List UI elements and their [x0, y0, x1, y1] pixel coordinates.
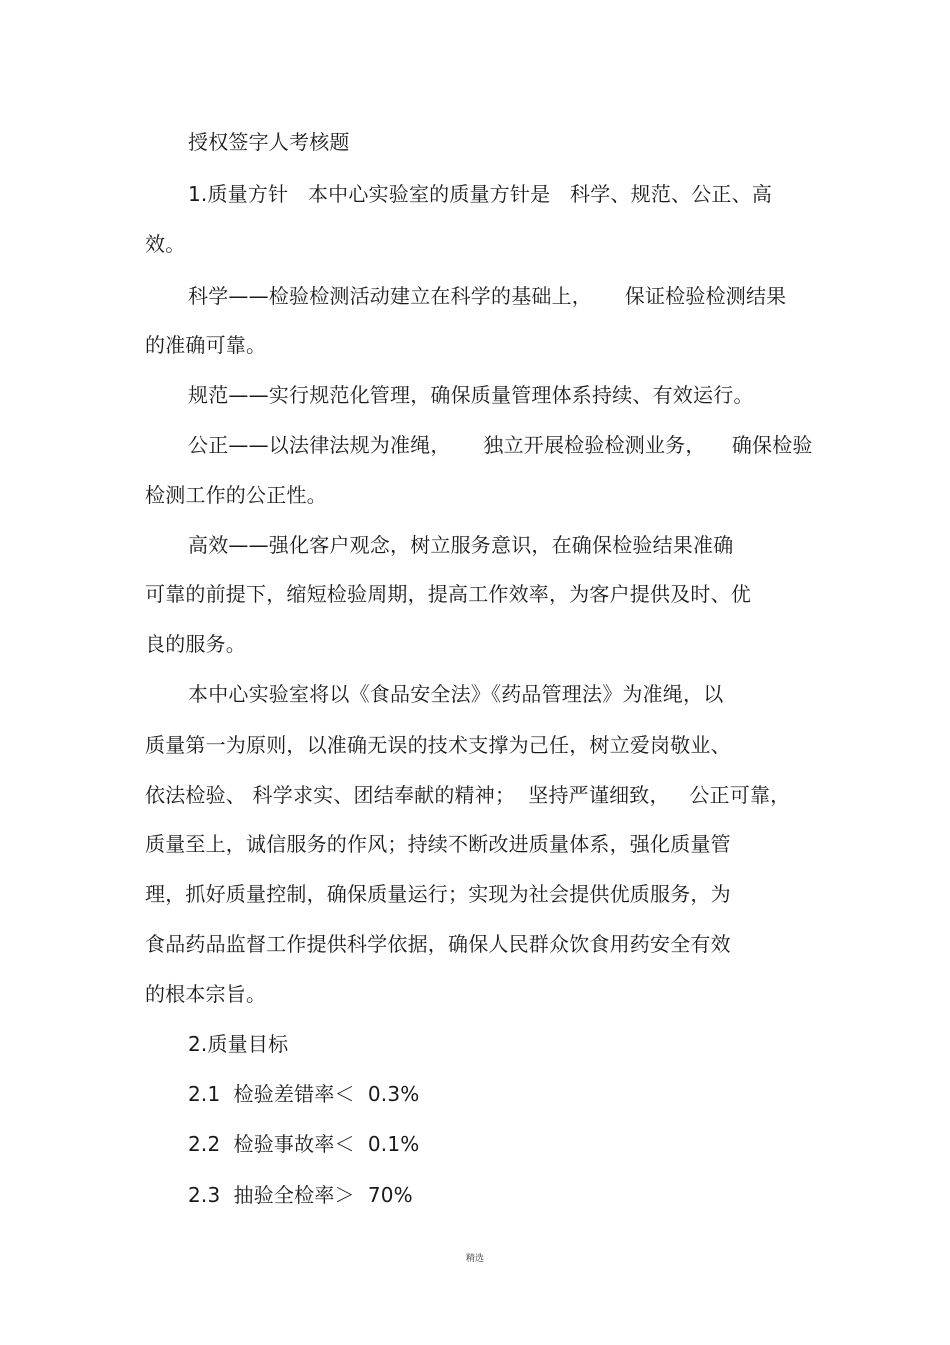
paragraph-line: 质量第一为原则，以准确无误的技术支撑为己任，树立爱岗敬业、: [145, 733, 731, 757]
paragraph-line: 食品药品监督工作提供科学依据，确保人民群众饮食用药安全有效: [145, 932, 731, 956]
paragraph-line: 规范——实行规范化管理，确保质量管理体系持续、有效运行。: [188, 383, 754, 407]
paragraph-line: 公正——以法律法规为准绳， 独立开展检验检测业务， 确保检验: [188, 433, 813, 457]
paragraph-line: 本中心实验室将以《食品安全法》《药品管理法》为准绳，以: [188, 682, 724, 706]
paragraph-line: 的根本宗旨。: [145, 982, 267, 1006]
paragraph-line: 良的服务。: [145, 632, 246, 656]
paragraph-line: 效。: [145, 232, 186, 256]
list-item: 2.2 检验事故率＜ 0.1%: [188, 1132, 420, 1156]
paragraph-line: 可靠的前提下，缩短检验周期，提高工作效率，为客户提供及时、优: [145, 582, 751, 606]
section-heading: 2.质量目标: [188, 1032, 289, 1056]
paragraph-line: 的准确可靠。: [145, 333, 267, 357]
page-footer: 精选: [465, 1254, 484, 1264]
paragraph-line: 1.质量方针 本中心实验室的质量方针是 科学、规范、公正、高: [188, 182, 773, 206]
list-item: 2.1 检验差错率＜ 0.3%: [188, 1082, 420, 1106]
list-item: 2.3 抽验全检率＞ 70%: [188, 1183, 413, 1207]
paragraph-line: 高效——强化客户观念，树立服务意识，在确保检验结果准确: [188, 533, 734, 557]
paragraph-line: 科学——检验检测活动建立在科学的基础上， 保证检验检测结果: [188, 284, 787, 308]
paragraph-line: 理，抓好质量控制，确保质量运行；实现为社会提供优质服务，为: [145, 882, 731, 906]
paragraph-line: 依法检验、 科学求实、团结奉献的精神； 坚持严谨细致， 公正可靠，: [145, 783, 791, 807]
paragraph-line: 检测工作的公正性。: [145, 483, 327, 507]
document-title: 授权签字人考核题: [188, 130, 350, 154]
paragraph-line: 质量至上，诚信服务的作风；持续不断改进质量体系，强化质量管: [145, 832, 731, 856]
